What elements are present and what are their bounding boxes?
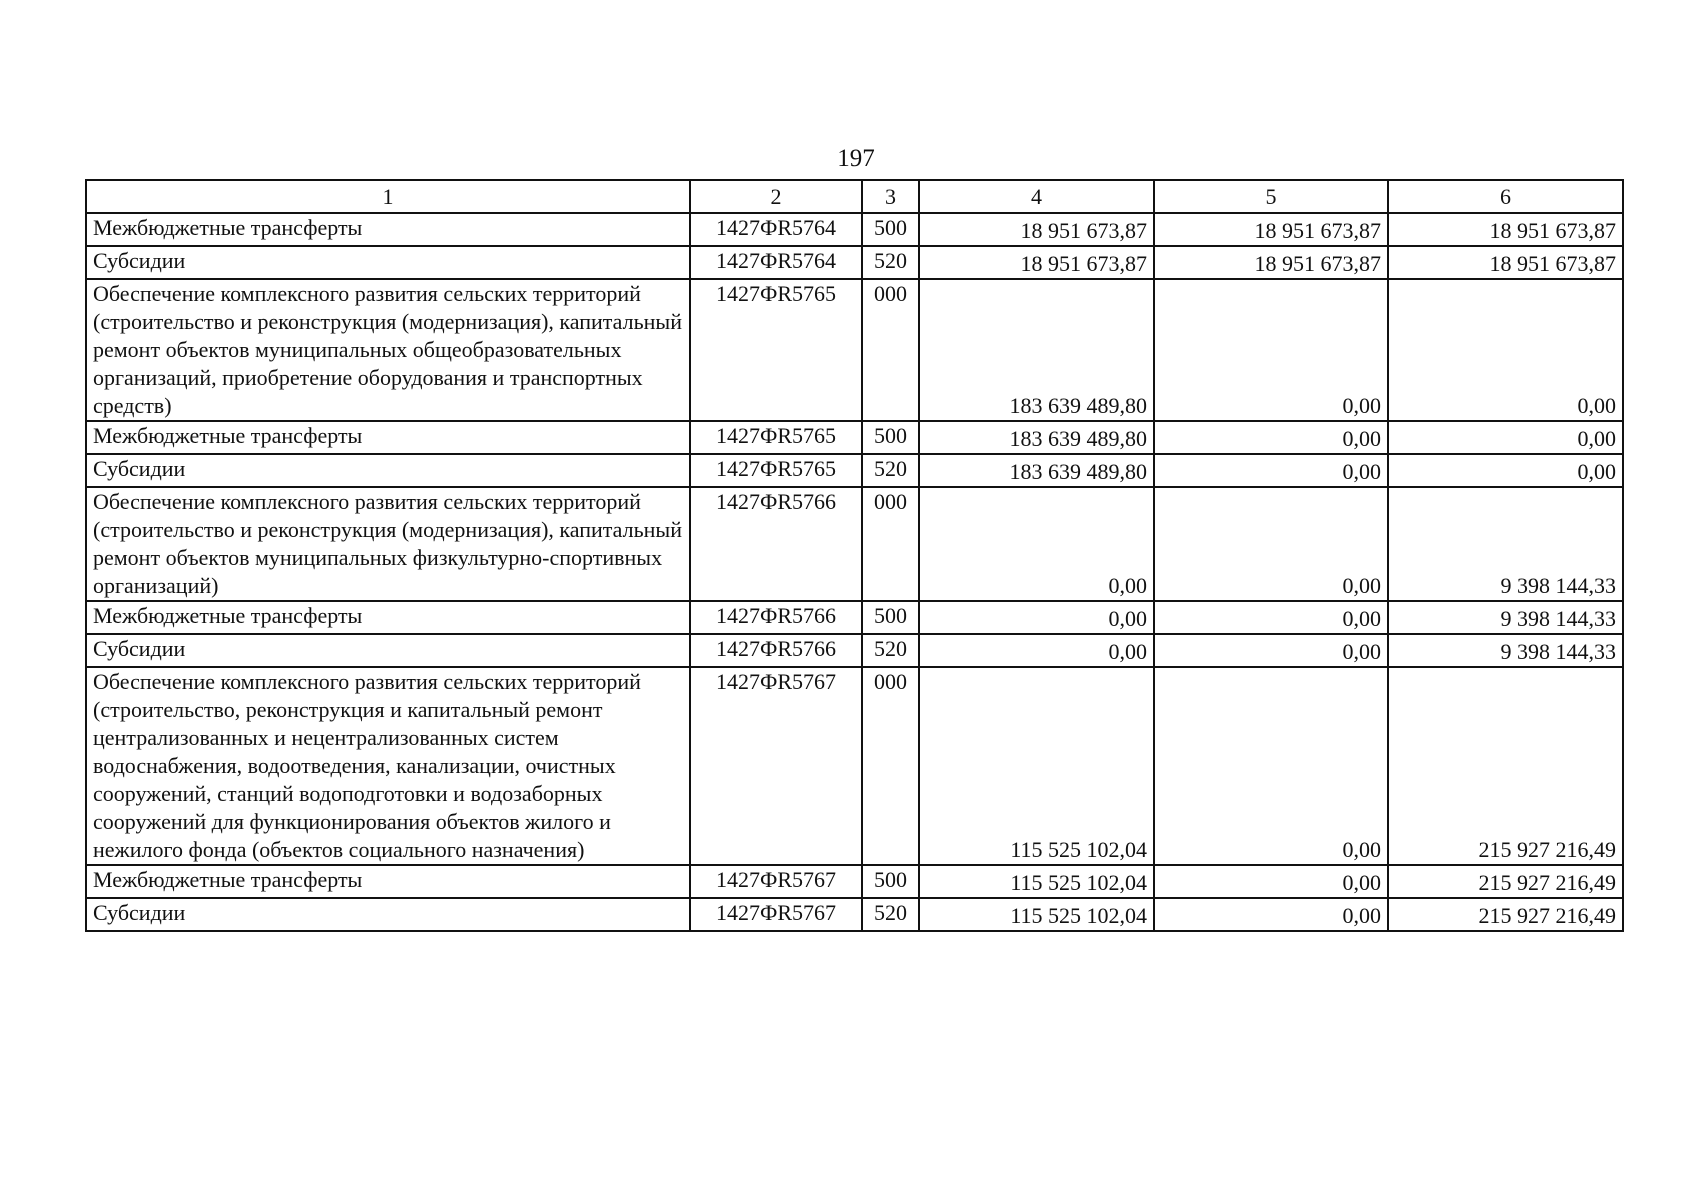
row-description: Субсидии [86, 634, 690, 667]
row-description: Обеспечение комплексного развития сельских территорий (строительство и реконструкция (модернизация), капитальный ремонт объектов муниципальных физкультурно-спортивных организаций) [86, 487, 690, 601]
row-expense-type: 520 [862, 246, 919, 279]
row-description: Обеспечение комплексного развития сельских территорий (строительство и реконструкция (модернизация), капитальный ремонт объектов муниципальных общеобразовательных организаций, приобретение оборудования и транспортных средств) [86, 279, 690, 421]
row-amount-col4: 115 525 102,04 [919, 898, 1154, 931]
row-expense-type: 000 [862, 667, 919, 865]
row-amount-col5: 0,00 [1154, 487, 1388, 601]
column-header: 2 [690, 180, 862, 213]
budget-table [85, 179, 1624, 932]
row-amount-col6: 215 927 216,49 [1388, 667, 1623, 865]
row-description: Межбюджетные трансферты [86, 601, 690, 634]
row-amount-col5: 18 951 673,87 [1154, 213, 1388, 246]
column-header: 1 [86, 180, 690, 213]
row-expense-type: 500 [862, 213, 919, 246]
column-header: 5 [1154, 180, 1388, 213]
row-expense-type: 000 [862, 487, 919, 601]
table-row [86, 634, 1623, 667]
row-amount-col4: 18 951 673,87 [919, 246, 1154, 279]
row-expense-type: 500 [862, 601, 919, 634]
row-target-code: 1427ФR5766 [690, 601, 862, 634]
table-row [86, 898, 1623, 931]
row-target-code: 1427ФR5764 [690, 246, 862, 279]
row-amount-col5: 0,00 [1154, 421, 1388, 454]
table-row [86, 667, 1623, 865]
row-amount-col5: 0,00 [1154, 634, 1388, 667]
row-target-code: 1427ФR5765 [690, 421, 862, 454]
table-header-row [86, 180, 1623, 213]
row-target-code: 1427ФR5765 [690, 454, 862, 487]
row-expense-type: 000 [862, 279, 919, 421]
row-amount-col5: 0,00 [1154, 454, 1388, 487]
row-expense-type: 520 [862, 898, 919, 931]
row-target-code: 1427ФR5766 [690, 487, 862, 601]
row-amount-col5: 0,00 [1154, 279, 1388, 421]
row-amount-col6: 215 927 216,49 [1388, 898, 1623, 931]
row-target-code: 1427ФR5767 [690, 667, 862, 865]
row-expense-type: 520 [862, 454, 919, 487]
row-amount-col5: 0,00 [1154, 898, 1388, 931]
table-row [86, 421, 1623, 454]
row-target-code: 1427ФR5765 [690, 279, 862, 421]
row-amount-col4: 183 639 489,80 [919, 279, 1154, 421]
table-row [86, 487, 1623, 601]
column-header: 4 [919, 180, 1154, 213]
row-amount-col4: 183 639 489,80 [919, 421, 1154, 454]
row-amount-col6: 215 927 216,49 [1388, 865, 1623, 898]
row-description: Субсидии [86, 454, 690, 487]
row-amount-col6: 0,00 [1388, 454, 1623, 487]
row-amount-col4: 0,00 [919, 634, 1154, 667]
row-amount-col4: 0,00 [919, 601, 1154, 634]
row-amount-col6: 9 398 144,33 [1388, 487, 1623, 601]
column-header: 3 [862, 180, 919, 213]
table-row [86, 601, 1623, 634]
column-header: 6 [1388, 180, 1623, 213]
row-amount-col6: 0,00 [1388, 279, 1623, 421]
row-amount-col6: 9 398 144,33 [1388, 634, 1623, 667]
row-amount-col5: 0,00 [1154, 601, 1388, 634]
page-number: 197 [837, 145, 875, 172]
row-amount-col6: 9 398 144,33 [1388, 601, 1623, 634]
row-description: Субсидии [86, 898, 690, 931]
row-amount-col4: 183 639 489,80 [919, 454, 1154, 487]
row-amount-col5: 0,00 [1154, 667, 1388, 865]
row-description: Межбюджетные трансферты [86, 213, 690, 246]
row-amount-col4: 0,00 [919, 487, 1154, 601]
row-amount-col5: 0,00 [1154, 865, 1388, 898]
row-target-code: 1427ФR5764 [690, 213, 862, 246]
table-row [86, 213, 1623, 246]
row-expense-type: 520 [862, 634, 919, 667]
row-target-code: 1427ФR5767 [690, 898, 862, 931]
row-description: Межбюджетные трансферты [86, 865, 690, 898]
row-amount-col6: 18 951 673,87 [1388, 213, 1623, 246]
table-row [86, 865, 1623, 898]
row-amount-col4: 115 525 102,04 [919, 865, 1154, 898]
row-amount-col4: 18 951 673,87 [919, 213, 1154, 246]
row-expense-type: 500 [862, 865, 919, 898]
row-expense-type: 500 [862, 421, 919, 454]
row-amount-col6: 18 951 673,87 [1388, 246, 1623, 279]
row-target-code: 1427ФR5766 [690, 634, 862, 667]
row-amount-col5: 18 951 673,87 [1154, 246, 1388, 279]
table-row [86, 454, 1623, 487]
row-description: Обеспечение комплексного развития сельских территорий (строительство, реконструкция и капитальный ремонт централизованных и нецентрализованных систем водоснабжения, водоотведения, канализации, очистных сооружений, станций водоподготовки и водозаборных сооружений для функционирования объектов жилого и нежилого фонда (объектов социального назначения) [86, 667, 690, 865]
row-description: Межбюджетные трансферты [86, 421, 690, 454]
row-description: Субсидии [86, 246, 690, 279]
table-row [86, 246, 1623, 279]
table-row [86, 279, 1623, 421]
row-amount-col6: 0,00 [1388, 421, 1623, 454]
row-amount-col4: 115 525 102,04 [919, 667, 1154, 865]
row-target-code: 1427ФR5767 [690, 865, 862, 898]
